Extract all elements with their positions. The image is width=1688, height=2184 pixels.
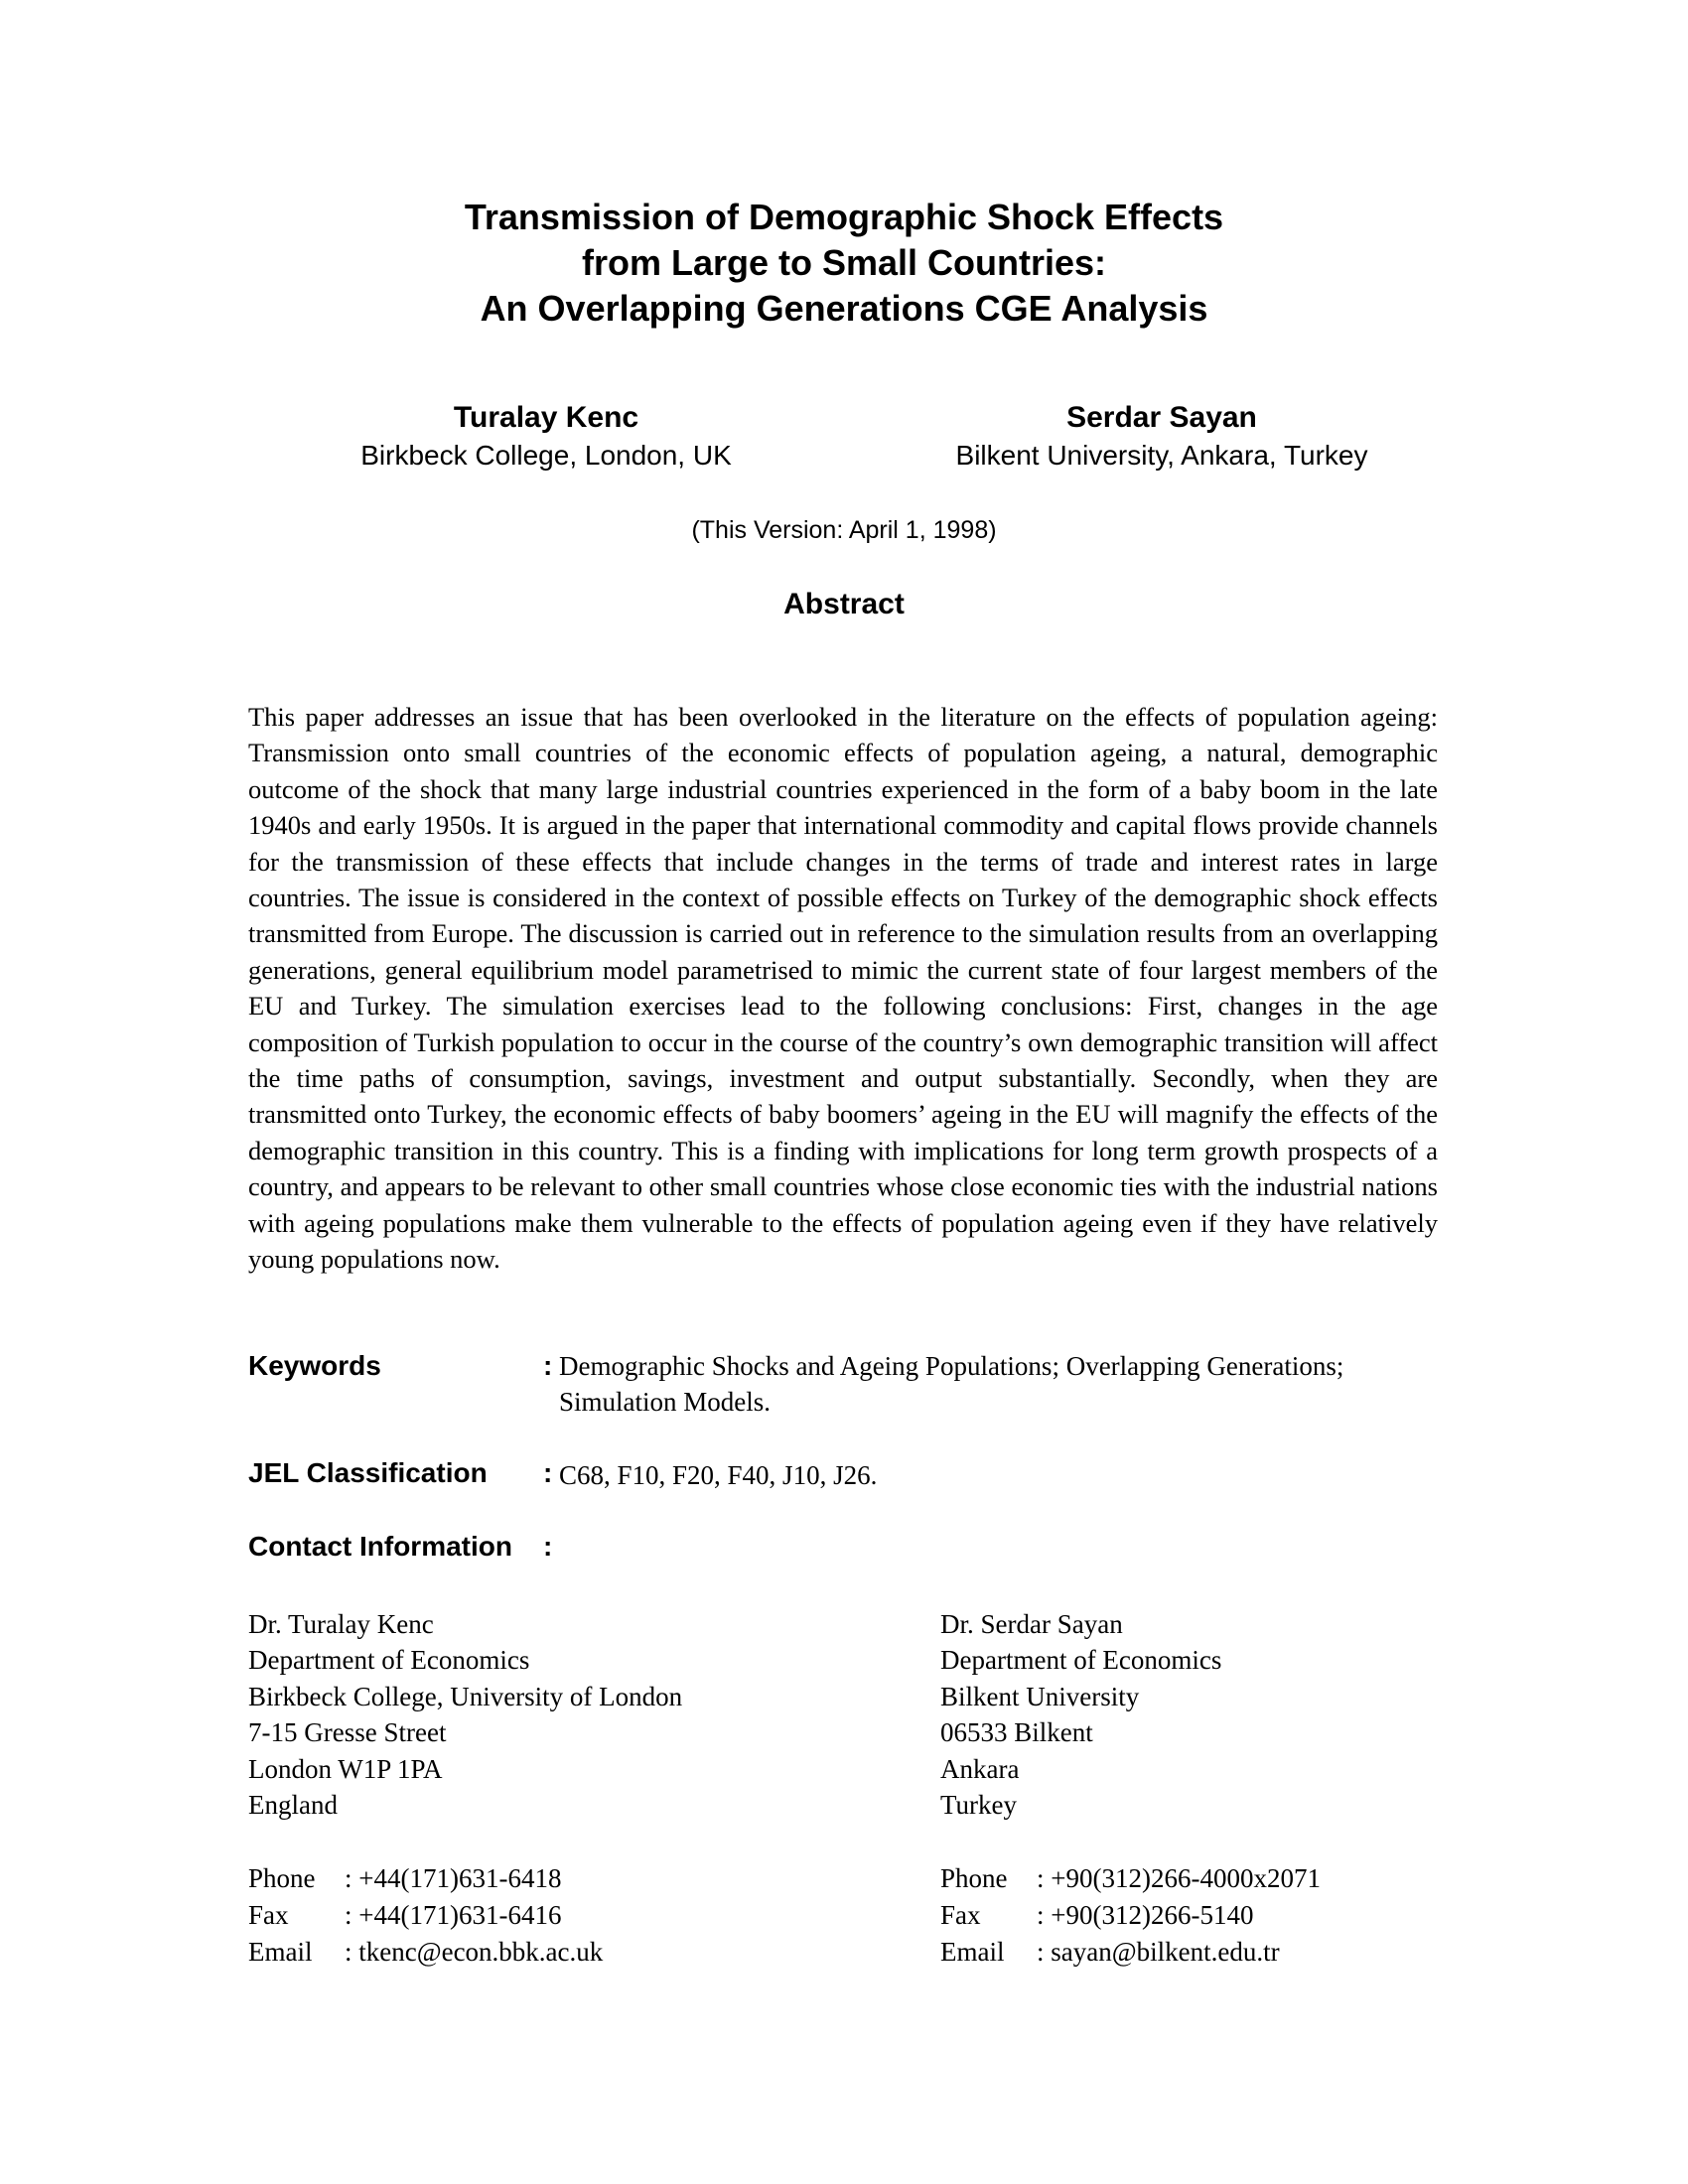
keywords-line-1: Demographic Shocks and Ageing Populations; Overlapping Generations; xyxy=(559,1351,1344,1381)
email-row xyxy=(248,1934,864,1971)
email-label: Email xyxy=(248,1937,313,1967)
fax-label: Fax xyxy=(940,1900,981,1930)
fax-value: : +44(171)631-6416 xyxy=(345,1900,562,1930)
keywords-value xyxy=(559,1348,1433,1420)
abstract-text: This paper addresses an issue that has been overlooked in the literature on the effects of population ageing: Transmission onto small countries of the economic effects of population ageing, a natural, demographic outcome of the shock that many large industrial countries experienced in the form of a baby boom in the late 1940s and early 1950s. It is argued in the paper that international commodity and capital flows provide channels for the transmission of these effects that include changes in the terms of trade and interest rates in large countries. The issue is considered in the context of possible effects on Turkey of the demographic shock effects transmitted from Europe. The discussion is carried out in reference to the simulation results from an overlapping generations, general equilibrium model parametrised to mimic the current state of four largest members of the EU and Turkey. The simulation exercises lead to the following conclusions: First, changes in the age composition of Turkish population to occur in the course of the country’s own demographic transition will affect the time paths of consumption, savings, investment and output substantially. Secondly, when they are transmitted onto Turkey, the economic effects of baby boomers’ ageing in the EU will magnify the effects of the demographic transition in this country. This is a finding with implications for long term growth prospects of a country, and appears to be relevant to other small countries whose close economic ties with the industrial nations with ageing populations make them vulnerable to the effects of population ageing even if they have relatively young populations now. xyxy=(248,702,1438,1275)
title-line-2: from Large to Small Countries: xyxy=(581,242,1107,283)
fax-value: : +90(312)266-5140 xyxy=(1037,1900,1254,1930)
keywords-colon: : xyxy=(543,1350,553,1381)
keywords-label: Keywords xyxy=(248,1350,381,1381)
address-line: Turkey xyxy=(940,1790,1018,1821)
fax-row xyxy=(248,1897,864,1934)
address-line: Birkbeck College, University of London xyxy=(248,1681,683,1711)
author-name: Serdar Sayan xyxy=(1066,401,1257,434)
phone-row xyxy=(248,1860,864,1897)
fax-row xyxy=(940,1897,1536,1934)
jel-value: C68, F10, F20, F40, J10, J26. xyxy=(559,1460,878,1490)
fax-label: Fax xyxy=(248,1900,289,1930)
phone-value: : +44(171)631-6418 xyxy=(345,1863,562,1893)
email-row xyxy=(940,1934,1536,1971)
contact-address-kenc xyxy=(248,1606,864,1823)
address-line: Dr. Turalay Kenc xyxy=(248,1609,434,1639)
contact-details-kenc xyxy=(248,1860,864,1971)
paper-title xyxy=(248,195,1440,332)
contact-info-colon: : xyxy=(543,1531,553,1562)
address-line: Department of Economics xyxy=(940,1645,1222,1676)
phone-row xyxy=(940,1860,1536,1897)
version-date: (This Version: April 1, 1998) xyxy=(691,516,997,544)
address-line: 06533 Bilkent xyxy=(940,1717,1093,1748)
title-line-3: An Overlapping Generations CGE Analysis xyxy=(480,288,1208,329)
phone-value: : +90(312)266-4000x2071 xyxy=(1037,1863,1321,1893)
email-label: Email xyxy=(940,1937,1005,1967)
address-line: 7-15 Gresse Street xyxy=(248,1717,447,1748)
address-line: London W1P 1PA xyxy=(248,1753,443,1784)
author-affiliation: Bilkent University, Ankara, Turkey xyxy=(955,440,1368,471)
author-affiliation: Birkbeck College, London, UK xyxy=(360,440,732,471)
contact-info-label: Contact Information xyxy=(248,1531,512,1562)
jel-colon: : xyxy=(543,1457,553,1488)
address-line: Ankara xyxy=(940,1753,1020,1784)
address-line: Department of Economics xyxy=(248,1645,530,1676)
author-block-sayan xyxy=(923,399,1400,475)
phone-label: Phone xyxy=(940,1863,1008,1893)
jel-label: JEL Classification xyxy=(248,1457,488,1488)
author-block-kenc xyxy=(328,399,765,475)
address-line: Dr. Serdar Sayan xyxy=(940,1609,1123,1639)
abstract-heading: Abstract xyxy=(783,588,905,620)
address-line: England xyxy=(248,1790,338,1821)
contact-address-sayan xyxy=(940,1606,1496,1823)
email-value: : sayan@bilkent.edu.tr xyxy=(1037,1937,1280,1967)
keywords-line-2: Simulation Models. xyxy=(559,1387,772,1417)
author-name: Turalay Kenc xyxy=(453,401,639,434)
address-line: Bilkent University xyxy=(940,1681,1140,1711)
phone-label: Phone xyxy=(248,1863,316,1893)
contact-details-sayan xyxy=(940,1860,1536,1971)
title-line-1: Transmission of Demographic Shock Effects xyxy=(464,197,1224,237)
email-value: : tkenc@econ.bbk.ac.uk xyxy=(345,1937,604,1967)
